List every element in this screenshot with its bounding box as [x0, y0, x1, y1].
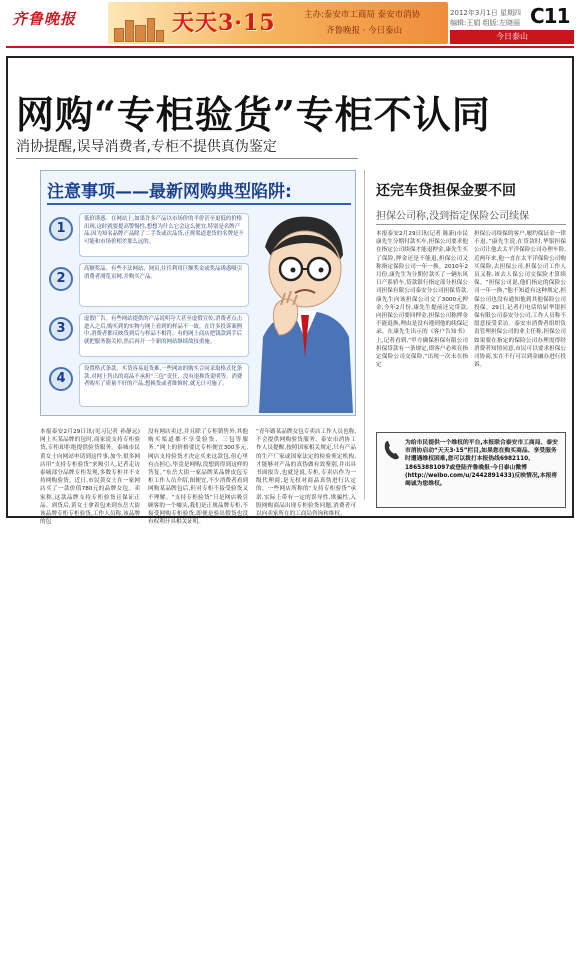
trap-item [49, 213, 247, 257]
notice-text: 为给市民提供一个维权的平台,本报联合泰安市工商局、泰安市消协启动“天天3·15”栏目,如果您在购买商品、享受服务时遭遇维权困难,您可以拨打本报热线6982110、18653881097或登陆齐鲁晚报·今日泰山微博(http://weibo.com/u/2442891433)反映情况,本报将竭诚为您维权。 [405, 440, 558, 488]
trap-text: 虚假广告。有些网站提供的产品说明夸大甚至虚假宣传,消费者点击进入之后,购买到的实物与网上看到的样品不一致。在许多投诉案例中,消费者都反映货到后与样品不相符。有的网上商店把钱款到手后就把服务器关掉,然后再开一个新的网站继续故技重施。 [84, 316, 243, 345]
cartoon-illustration [245, 207, 355, 413]
telephone-icon [383, 439, 401, 461]
infographic-rule [47, 203, 351, 205]
article-column: 本报泰安2月29日讯(记者 陈新)市民康先生分期付款买车,担保公司要求他在指定公司续保才能退押金,康先生买了保险,押金还是不能退,担保公司又称指定保险公司一年一换。2010年2月份,康先生为分期付款买了一辆东风日产系轿车,贷款银行指定部分担保公司担保有限公司泰安分公司担保贷款,康先生向该担保公司交了3000元押金,今年2月份,康先生提前还完贷款,向担保公司要回押金,担保公司称押金不能退换,理由是没有遵到他的续保记录。在康先生出示的《客户告知书》上,记者看到,“甲方确保担保有限公司担保贷款有一条规定,即客户必须在指定保险公司交保险,”出现一次未在指定 [376, 231, 468, 369]
trap-number: 2 [49, 267, 73, 291]
side-headline: 还完车贷担保金要不回 [376, 183, 516, 199]
masthead [0, 0, 580, 46]
trap-text: 设置格式条款。买货容易退货难,一些网站的购买合同采取格式化条款,对网上售出的商品不承担“三包”责任、没有退换货说明等。消费者购买了质量不好的产品,想换货或者维修时,就无计可施了。 [84, 366, 243, 388]
trap-text: 低价诱惑。在网站上,如果许多产品以市场价的半价甚至更低的价格出现,这时就要提高警惕性,想想为什么它会这么便宜,特别是名牌产品,因为知名品牌产品除了二手货或次品货,正规渠道进货的名牌是不可能和市场价相差那么远的。 [84, 216, 244, 245]
trap-box [79, 313, 249, 357]
article-column: 本报泰安2月29日讯(见习记者 孙静远)网上买某品牌的包时,商家说支持专柜验货,专柜却拒绝提供验货服务。泰城市民黄女士向网站申请到这件事,加今,很多网店用“支持专柜验货”来吸引人,记者走访泰城部分品牌专柜发现,多数专柜并不支持网购验货。近日,市民黄女士在一家网店买了一款价值780元的品牌女包。卖家称,这款品牌支持专柜验货且保证正品。到货后,黄女士拿着包来到东岳大街该品牌专柜专柜验货,工作人员称,该品牌的包 [40, 429, 140, 526]
section-tab: 今日泰山 [450, 30, 574, 44]
issue-info [450, 8, 521, 28]
side-subheadline: 担保公司称,没到指定保险公司续保 [376, 211, 530, 222]
issue-date: 2012年3月1日 星期四 [450, 9, 521, 17]
page-number: C11 [530, 4, 570, 28]
issue-editors: 编辑:王娟 组版:左晓丽 [450, 19, 520, 27]
main-headline: 网购“专柜验货”专柜不认同 [16, 92, 491, 137]
trap-number: 4 [49, 367, 73, 391]
trap-number: 3 [49, 317, 73, 341]
column-divider [364, 170, 365, 500]
trap-box [79, 263, 249, 307]
trap-item [49, 263, 247, 307]
banner-title: 天天3·15 [172, 10, 276, 36]
main-article-body [40, 428, 356, 526]
trap-item [49, 363, 247, 407]
article-column: 没有网店卖过,并且除了专柜销售外,其他购买渠道都不享受验货、三包等服务。”网上的价格要比专柜便宜300多元,网店支持验货才决定买来这款包,但心里有点担心,毕竟是网购,没想到得到这样的答复。”东岳大街一家品牌某品牌皮包专柜工作人员介绍,图便宜,不少消费者看到网购某品牌包后,但对专柜不接受验货又不理解。“支持专柜验货”只是网店吸引顾客的一个噱头,我们是正规品牌专柜,不接受网购专柜验货,即便是验出假货也没有权利开具相关证明。 [148, 429, 248, 526]
traps-infographic [40, 170, 356, 416]
side-article-body [376, 230, 566, 426]
trap-text: 高额奖品。有些不法网站、网页,往往利用巨额奖金或奖品诱惑吸引消费者浏览页网,并购买产品。 [84, 266, 243, 280]
newspaper-brand: 齐鲁晚报 [12, 10, 77, 28]
hotline-notice [376, 432, 566, 508]
banner-sponsor: 主办:泰安市工商局 泰安市消协 [304, 10, 421, 20]
side-rule [376, 224, 566, 225]
trap-box [79, 213, 249, 257]
subhead-rule [16, 158, 358, 159]
banner-partner: 齐鲁晚报 · 今日泰山 [326, 26, 403, 36]
column-banner [108, 2, 448, 44]
article-column: “青年路某品牌女包专卖店工作人员也称,不会提供网购验货服务。泰安市消协工作人员提醒,按照国家相关规定,只有产品的生产厂家或国家法定的检验鉴定机构,才能够对产品的真伪做有效鉴别,并出具书面报告,也就是说,专柜,专卖店作为一级代理商,是无权对商品真伪进行认定的。一些网店所称的“支持专柜验货”承诺,实际上带有一定的误导性,欺骗性,入股网购商品出现专柜验货问题,消费者可以向卖家所在的工商局咨询和维权。 [256, 429, 356, 518]
skyline-illustration [114, 16, 164, 42]
trap-item [49, 313, 247, 357]
infographic-title: 注意事项——最新网购典型陷阱: [47, 182, 292, 202]
main-subheadline: 消协提醒,误导消费者,专柜不提供真伪鉴定 [16, 139, 277, 155]
trap-number: 1 [49, 217, 73, 241]
header-rule [6, 46, 574, 48]
trap-box [79, 363, 249, 407]
article-column: 担保公司续保的客户,履约保证金一律不退。”康先生说,在贷款时,华银担保公司让他去太平洋保险公司办理车险,近两年来,他一直在太平洋保险公司购买保险,去担保公司,担保公司工作人员又称,该去人保公司交保险才算续保。“担保公司说,他们指定的保险公司一年一换,”他不知道有这种规定,担保公司也没有通知他到其他保险公司投保。29日,记者打电话给届华银担保有限公司泰安分公司,工作人员称不愿意接受采访。泰安市消费者组织负责管理担保公司的业主任称,担保公司如果要在指定的保险公司办理需得经消费者知情同意,市民可以要求担保公司协商,实在不行可以到金融办进行投诉。 [474, 231, 566, 369]
article-frame [6, 56, 574, 526]
